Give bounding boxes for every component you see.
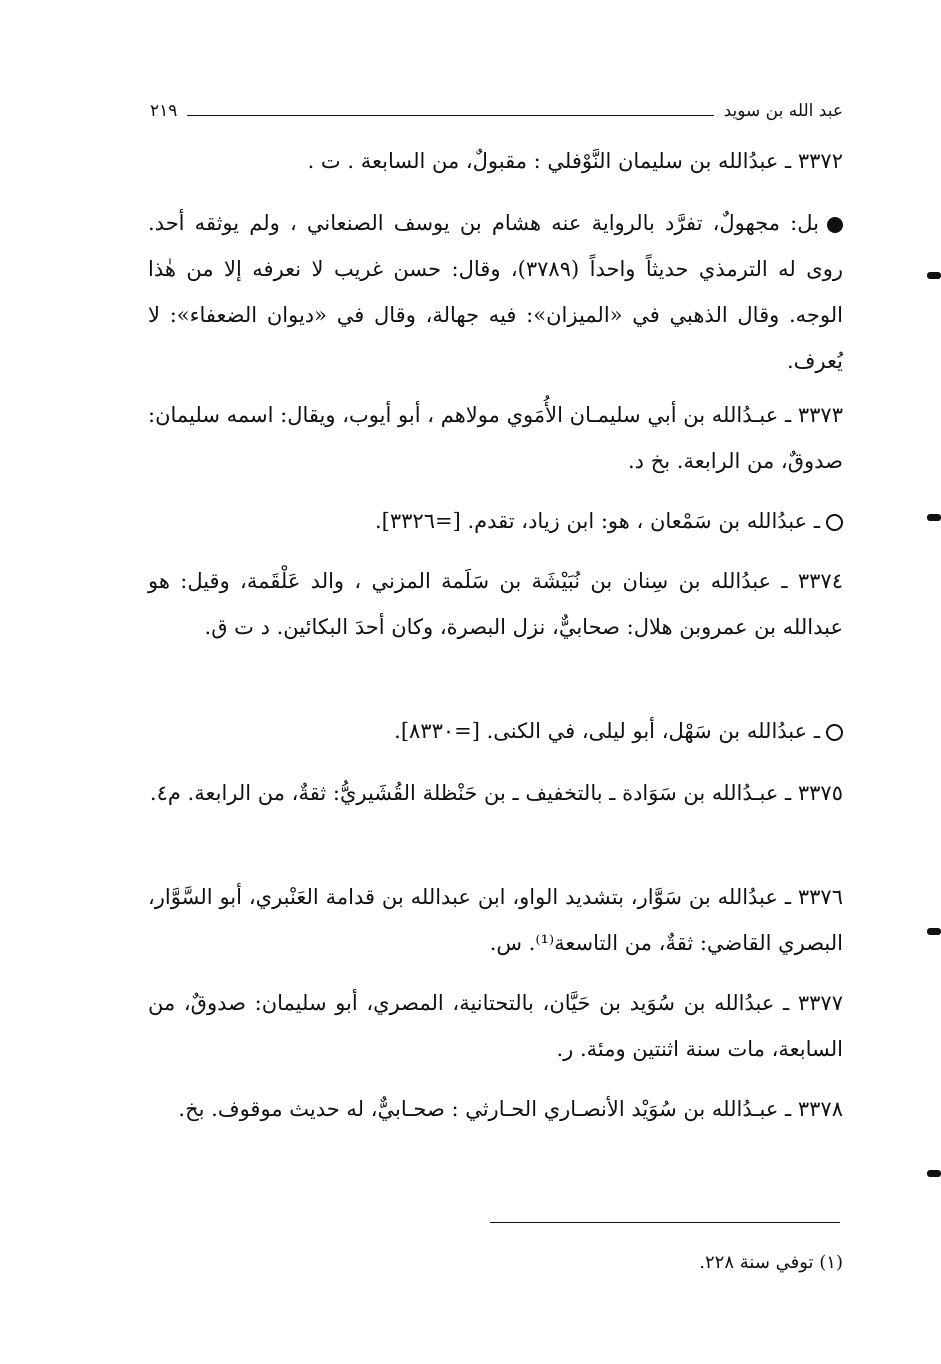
edge-mark <box>927 928 941 935</box>
edge-mark <box>927 514 941 521</box>
cross-reference-entry <box>148 708 843 754</box>
editor-note <box>148 200 843 384</box>
entry-3375 <box>148 770 843 816</box>
entry-text: ٣٣٧٣ ـ عبـدُالله بن أبي سليمـان الأُمَوي مولاهم ، أبو أيوب، ويقال: اسمه سليمان: صدوقٌ، من الرابعة. بخ د. <box>148 403 843 473</box>
entry-text: ـ عبدُالله بن سَمْعان ، هو: ابن زياد، تقدم. [=٣٣٢٦]. <box>375 509 820 533</box>
entry-text: ٣٣٧٨ ـ عبـدُالله بن سُوَيْد الأنصـاري الحـارثي : صحـابيٌّ، له حديث موقوف. بخ. <box>178 1097 843 1121</box>
entry-3376 <box>148 874 843 966</box>
entry-text: ٣٣٧٢ ـ عبدُالله بن سليمان النَّوْفلي : مقبولٌ، من السابعة . ت . <box>307 149 843 173</box>
entry-text: ٣٣٧٧ ـ عبدُالله بن سُوَيد بن حَيَّان، بالتحتانية، المصري، أبو سليمان: صدوقٌ، من السابعة، مات سنة اثنتين ومئة. ر. <box>148 991 843 1061</box>
edge-mark <box>927 1170 941 1177</box>
edge-mark <box>927 272 941 279</box>
entry-3378 <box>148 1086 843 1132</box>
bullet-icon <box>827 217 843 233</box>
open-circle-icon <box>826 724 843 741</box>
footnote-rule <box>490 1222 840 1223</box>
page-number: ٢١٩ <box>150 101 178 121</box>
entry-3374 <box>148 558 843 650</box>
page-header <box>150 96 843 126</box>
header-rule <box>187 115 713 116</box>
running-title: عبد الله بن سويد <box>723 101 843 121</box>
open-circle-icon <box>826 514 843 531</box>
entry-3372 <box>148 138 843 184</box>
entry-3377 <box>148 980 843 1072</box>
entry-text: ٣٣٧٦ ـ عبدُالله بن سَوَّار، بتشديد الواو، ابن عبدالله بن قدامة العَنْبري، أبو السَّوَّار، البصري القاضي: ثقةٌ، من التاسعة⁽¹⁾. س. <box>148 885 843 955</box>
entry-3373 <box>148 392 843 484</box>
cross-reference-entry <box>148 498 843 544</box>
entry-text: ـ عبدُالله بن سَهْل، أبو ليلى، في الكنى. [=٨٣٣٠]. <box>394 719 820 743</box>
entry-text: ٣٣٧٥ ـ عبـدُالله بن سَوَادة ـ بالتخفيف ـ بن حَنْظلة القُشَيريُّ: ثقةٌ، من الرابعة. م٤. <box>149 781 843 805</box>
footnote: (١) توفي سنة ٢٢٨. <box>699 1252 843 1273</box>
entry-text: ٣٣٧٤ ـ عبدُالله بن سِنان بن نُبَيْشَة بن سَلَمة المزني ، والد عَلْقَمة، وقيل: هو عبدالله بن عمروبن هلال: صحابيٌّ، نزل البصرة، وكان أحدَ البكائين. د ت ق. <box>148 569 843 639</box>
entry-text: بل: مجهولٌ، تفرَّد بالرواية عنه هشام بن يوسف الصنعاني ، ولم يوثقه أحد. روى له الترمذي حديثاً واحداً (٣٧٨٩)، وقال: حسن غريب لا نعرفه إلا من هٰذا الوجه. وقال الذهبي في «الميزان»: فيه جهالة، وقال في «ديوان الضعفاء»: لا يُعرف. <box>148 211 843 373</box>
